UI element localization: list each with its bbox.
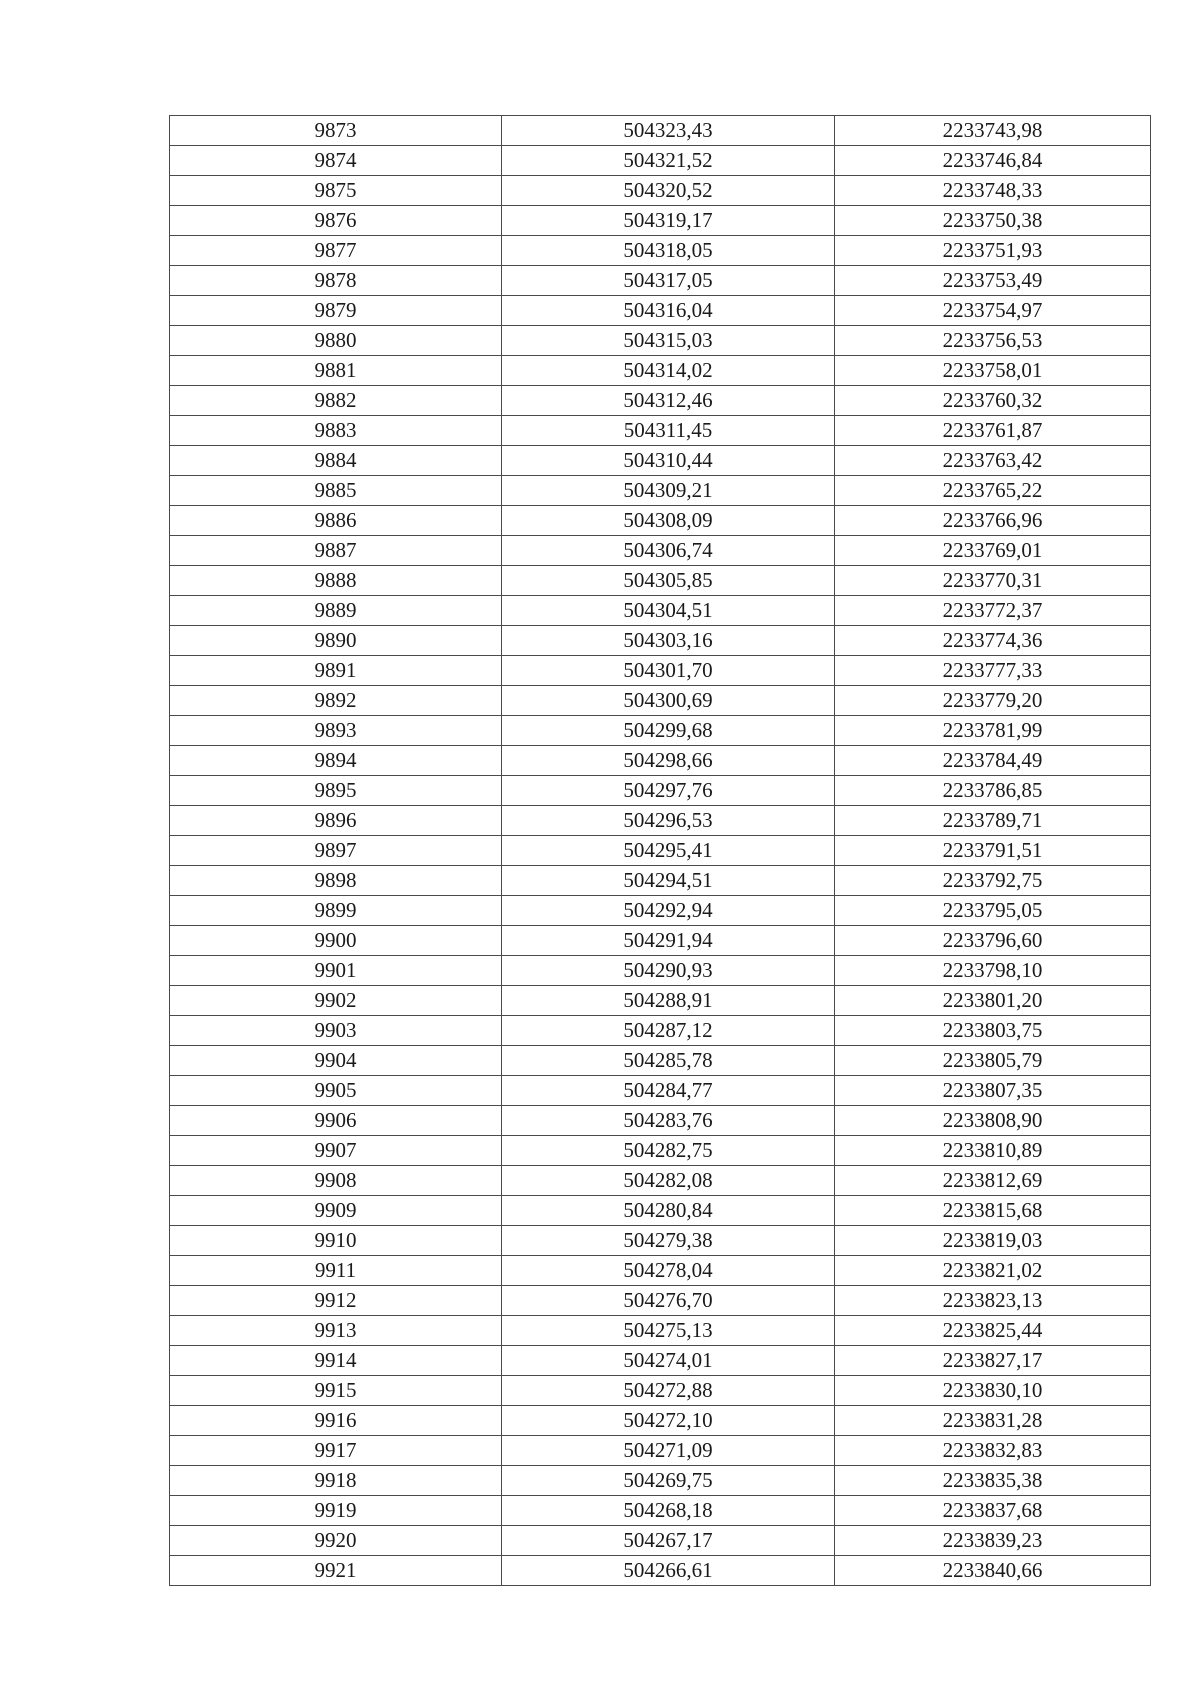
x-coordinate-cell: 504267,17 [502, 1526, 835, 1556]
y-coordinate-cell: 2233779,20 [835, 686, 1151, 716]
x-coordinate-cell: 504291,94 [502, 926, 835, 956]
point-number-cell: 9913 [170, 1316, 502, 1346]
point-number-cell: 9906 [170, 1106, 502, 1136]
y-coordinate-cell: 2233748,33 [835, 176, 1151, 206]
x-coordinate-cell: 504274,01 [502, 1346, 835, 1376]
y-coordinate-cell: 2233781,99 [835, 716, 1151, 746]
x-coordinate-cell: 504268,18 [502, 1496, 835, 1526]
y-coordinate-cell: 2233815,68 [835, 1196, 1151, 1226]
table-row [170, 146, 1151, 176]
x-coordinate-cell: 504312,46 [502, 386, 835, 416]
table-row [170, 236, 1151, 266]
point-number-cell: 9908 [170, 1166, 502, 1196]
table-row [170, 1466, 1151, 1496]
point-number-cell: 9890 [170, 626, 502, 656]
table-row [170, 296, 1151, 326]
point-number-cell: 9912 [170, 1286, 502, 1316]
point-number-cell: 9918 [170, 1466, 502, 1496]
x-coordinate-cell: 504278,04 [502, 1256, 835, 1286]
point-number-cell: 9921 [170, 1556, 502, 1586]
y-coordinate-cell: 2233823,13 [835, 1286, 1151, 1316]
point-number-cell: 9896 [170, 806, 502, 836]
table-row [170, 1406, 1151, 1436]
x-coordinate-cell: 504304,51 [502, 596, 835, 626]
table-row [170, 806, 1151, 836]
table-row [170, 1076, 1151, 1106]
y-coordinate-cell: 2233751,93 [835, 236, 1151, 266]
y-coordinate-cell: 2233805,79 [835, 1046, 1151, 1076]
x-coordinate-cell: 504283,76 [502, 1106, 835, 1136]
x-coordinate-cell: 504320,52 [502, 176, 835, 206]
y-coordinate-cell: 2233784,49 [835, 746, 1151, 776]
y-coordinate-cell: 2233765,22 [835, 476, 1151, 506]
point-number-cell: 9910 [170, 1226, 502, 1256]
table-row [170, 776, 1151, 806]
point-number-cell: 9905 [170, 1076, 502, 1106]
x-coordinate-cell: 504321,52 [502, 146, 835, 176]
y-coordinate-cell: 2233796,60 [835, 926, 1151, 956]
table-row [170, 1526, 1151, 1556]
table-row [170, 506, 1151, 536]
y-coordinate-cell: 2233753,49 [835, 266, 1151, 296]
y-coordinate-cell: 2233792,75 [835, 866, 1151, 896]
table-row [170, 836, 1151, 866]
point-number-cell: 9887 [170, 536, 502, 566]
point-number-cell: 9902 [170, 986, 502, 1016]
table-row [170, 956, 1151, 986]
point-number-cell: 9875 [170, 176, 502, 206]
x-coordinate-cell: 504282,75 [502, 1136, 835, 1166]
y-coordinate-cell: 2233832,83 [835, 1436, 1151, 1466]
table-row [170, 176, 1151, 206]
point-number-cell: 9889 [170, 596, 502, 626]
x-coordinate-cell: 504300,69 [502, 686, 835, 716]
point-number-cell: 9903 [170, 1016, 502, 1046]
y-coordinate-cell: 2233795,05 [835, 896, 1151, 926]
table-row [170, 1016, 1151, 1046]
point-number-cell: 9876 [170, 206, 502, 236]
y-coordinate-cell: 2233821,02 [835, 1256, 1151, 1286]
y-coordinate-cell: 2233798,10 [835, 956, 1151, 986]
point-number-cell: 9873 [170, 116, 502, 146]
point-number-cell: 9877 [170, 236, 502, 266]
x-coordinate-cell: 504301,70 [502, 656, 835, 686]
table-row [170, 656, 1151, 686]
table-row [170, 1226, 1151, 1256]
table-row [170, 866, 1151, 896]
table-row [170, 596, 1151, 626]
x-coordinate-cell: 504280,84 [502, 1196, 835, 1226]
table-row [170, 476, 1151, 506]
y-coordinate-cell: 2233746,84 [835, 146, 1151, 176]
point-number-cell: 9893 [170, 716, 502, 746]
x-coordinate-cell: 504295,41 [502, 836, 835, 866]
point-number-cell: 9920 [170, 1526, 502, 1556]
x-coordinate-cell: 504306,74 [502, 536, 835, 566]
x-coordinate-cell: 504272,10 [502, 1406, 835, 1436]
point-number-cell: 9904 [170, 1046, 502, 1076]
y-coordinate-cell: 2233772,37 [835, 596, 1151, 626]
y-coordinate-cell: 2233825,44 [835, 1316, 1151, 1346]
table-row [170, 986, 1151, 1016]
point-number-cell: 9886 [170, 506, 502, 536]
x-coordinate-cell: 504319,17 [502, 206, 835, 236]
x-coordinate-cell: 504316,04 [502, 296, 835, 326]
y-coordinate-cell: 2233760,32 [835, 386, 1151, 416]
point-number-cell: 9874 [170, 146, 502, 176]
y-coordinate-cell: 2233769,01 [835, 536, 1151, 566]
y-coordinate-cell: 2233827,17 [835, 1346, 1151, 1376]
table-row [170, 1046, 1151, 1076]
point-number-cell: 9911 [170, 1256, 502, 1286]
table-row [170, 1136, 1151, 1166]
point-number-cell: 9900 [170, 926, 502, 956]
x-coordinate-cell: 504282,08 [502, 1166, 835, 1196]
table-row [170, 716, 1151, 746]
table-row [170, 536, 1151, 566]
point-number-cell: 9916 [170, 1406, 502, 1436]
y-coordinate-cell: 2233786,85 [835, 776, 1151, 806]
x-coordinate-cell: 504294,51 [502, 866, 835, 896]
x-coordinate-cell: 504303,16 [502, 626, 835, 656]
point-number-cell: 9907 [170, 1136, 502, 1166]
y-coordinate-cell: 2233763,42 [835, 446, 1151, 476]
x-coordinate-cell: 504310,44 [502, 446, 835, 476]
table-row [170, 1436, 1151, 1466]
y-coordinate-cell: 2233774,36 [835, 626, 1151, 656]
table-row [170, 1376, 1151, 1406]
point-number-cell: 9919 [170, 1496, 502, 1526]
x-coordinate-cell: 504269,75 [502, 1466, 835, 1496]
x-coordinate-cell: 504298,66 [502, 746, 835, 776]
point-number-cell: 9894 [170, 746, 502, 776]
x-coordinate-cell: 504318,05 [502, 236, 835, 266]
x-coordinate-cell: 504287,12 [502, 1016, 835, 1046]
table-row [170, 1106, 1151, 1136]
y-coordinate-cell: 2233743,98 [835, 116, 1151, 146]
y-coordinate-cell: 2233791,51 [835, 836, 1151, 866]
x-coordinate-cell: 504272,88 [502, 1376, 835, 1406]
x-coordinate-cell: 504266,61 [502, 1556, 835, 1586]
table-row [170, 1256, 1151, 1286]
x-coordinate-cell: 504308,09 [502, 506, 835, 536]
point-number-cell: 9879 [170, 296, 502, 326]
x-coordinate-cell: 504305,85 [502, 566, 835, 596]
table-row [170, 1556, 1151, 1586]
point-number-cell: 9878 [170, 266, 502, 296]
point-number-cell: 9891 [170, 656, 502, 686]
point-number-cell: 9882 [170, 386, 502, 416]
y-coordinate-cell: 2233807,35 [835, 1076, 1151, 1106]
y-coordinate-cell: 2233756,53 [835, 326, 1151, 356]
y-coordinate-cell: 2233750,38 [835, 206, 1151, 236]
point-number-cell: 9909 [170, 1196, 502, 1226]
point-number-cell: 9917 [170, 1436, 502, 1466]
table-row [170, 446, 1151, 476]
table-row [170, 206, 1151, 236]
y-coordinate-cell: 2233819,03 [835, 1226, 1151, 1256]
point-number-cell: 9881 [170, 356, 502, 386]
x-coordinate-cell: 504323,43 [502, 116, 835, 146]
y-coordinate-cell: 2233830,10 [835, 1376, 1151, 1406]
table-row [170, 686, 1151, 716]
table-row [170, 1166, 1151, 1196]
y-coordinate-cell: 2233835,38 [835, 1466, 1151, 1496]
table-row [170, 896, 1151, 926]
table-row [170, 1196, 1151, 1226]
x-coordinate-cell: 504284,77 [502, 1076, 835, 1106]
point-number-cell: 9883 [170, 416, 502, 446]
point-number-cell: 9885 [170, 476, 502, 506]
x-coordinate-cell: 504290,93 [502, 956, 835, 986]
point-number-cell: 9915 [170, 1376, 502, 1406]
x-coordinate-cell: 504288,91 [502, 986, 835, 1016]
x-coordinate-cell: 504296,53 [502, 806, 835, 836]
x-coordinate-cell: 504297,76 [502, 776, 835, 806]
y-coordinate-cell: 2233758,01 [835, 356, 1151, 386]
x-coordinate-cell: 504314,02 [502, 356, 835, 386]
x-coordinate-cell: 504311,45 [502, 416, 835, 446]
coordinates-table [169, 115, 1151, 1586]
table-row [170, 1316, 1151, 1346]
y-coordinate-cell: 2233803,75 [835, 1016, 1151, 1046]
point-number-cell: 9895 [170, 776, 502, 806]
table-row [170, 116, 1151, 146]
coordinates-table-body [170, 116, 1151, 1586]
x-coordinate-cell: 504271,09 [502, 1436, 835, 1466]
point-number-cell: 9898 [170, 866, 502, 896]
y-coordinate-cell: 2233840,66 [835, 1556, 1151, 1586]
table-row [170, 416, 1151, 446]
x-coordinate-cell: 504315,03 [502, 326, 835, 356]
point-number-cell: 9892 [170, 686, 502, 716]
y-coordinate-cell: 2233837,68 [835, 1496, 1151, 1526]
y-coordinate-cell: 2233801,20 [835, 986, 1151, 1016]
table-row [170, 326, 1151, 356]
y-coordinate-cell: 2233808,90 [835, 1106, 1151, 1136]
point-number-cell: 9897 [170, 836, 502, 866]
table-row [170, 356, 1151, 386]
point-number-cell: 9880 [170, 326, 502, 356]
y-coordinate-cell: 2233761,87 [835, 416, 1151, 446]
x-coordinate-cell: 504285,78 [502, 1046, 835, 1076]
y-coordinate-cell: 2233770,31 [835, 566, 1151, 596]
y-coordinate-cell: 2233831,28 [835, 1406, 1151, 1436]
x-coordinate-cell: 504309,21 [502, 476, 835, 506]
table-row [170, 746, 1151, 776]
x-coordinate-cell: 504276,70 [502, 1286, 835, 1316]
table-row [170, 626, 1151, 656]
y-coordinate-cell: 2233777,33 [835, 656, 1151, 686]
y-coordinate-cell: 2233812,69 [835, 1166, 1151, 1196]
y-coordinate-cell: 2233810,89 [835, 1136, 1151, 1166]
point-number-cell: 9884 [170, 446, 502, 476]
table-row [170, 1286, 1151, 1316]
y-coordinate-cell: 2233766,96 [835, 506, 1151, 536]
table-row [170, 386, 1151, 416]
y-coordinate-cell: 2233754,97 [835, 296, 1151, 326]
x-coordinate-cell: 504299,68 [502, 716, 835, 746]
table-row [170, 926, 1151, 956]
x-coordinate-cell: 504275,13 [502, 1316, 835, 1346]
point-number-cell: 9888 [170, 566, 502, 596]
point-number-cell: 9899 [170, 896, 502, 926]
table-row [170, 1496, 1151, 1526]
x-coordinate-cell: 504317,05 [502, 266, 835, 296]
table-row [170, 566, 1151, 596]
table-row [170, 266, 1151, 296]
y-coordinate-cell: 2233839,23 [835, 1526, 1151, 1556]
point-number-cell: 9901 [170, 956, 502, 986]
point-number-cell: 9914 [170, 1346, 502, 1376]
x-coordinate-cell: 504292,94 [502, 896, 835, 926]
y-coordinate-cell: 2233789,71 [835, 806, 1151, 836]
x-coordinate-cell: 504279,38 [502, 1226, 835, 1256]
table-row [170, 1346, 1151, 1376]
